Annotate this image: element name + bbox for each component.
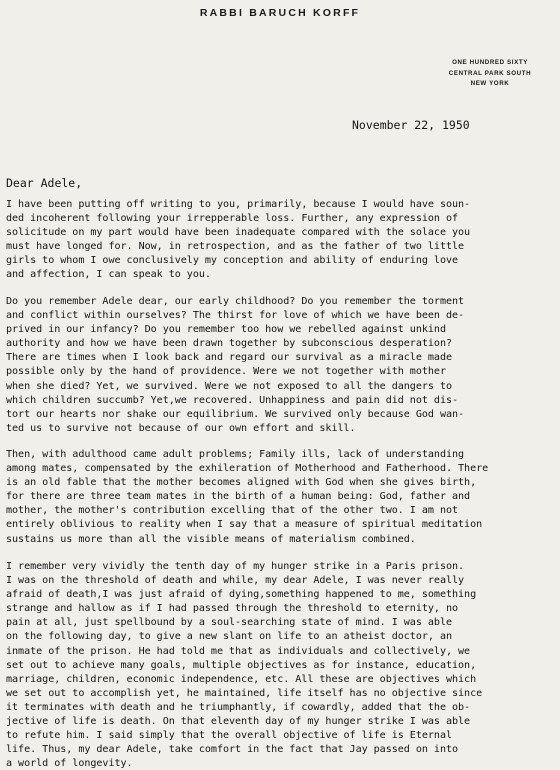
text-line: life. Thus, my dear Adele, take comfort in the fact that Jay passed on into <box>6 744 459 756</box>
text-line: I remember very vividly the tenth day of my hunger strike in a Paris prison. <box>6 561 465 572</box>
address-line: ONE HUNDRED SIXTY <box>452 59 528 66</box>
text-line: we set out to accomplish yet, he maintained, life itself has no objective since <box>6 687 483 699</box>
text-line: must have longed for. Now, in retrospection, and as the father of two little <box>6 241 465 253</box>
text-line: possible only by the hand of providence. Were we not together with mother <box>6 366 446 378</box>
text-line: There are times when I look back and regard our survival as a miracle made <box>6 352 452 364</box>
text-line: it terminates with death and he triumphantly, if cowardly, added that the ob- <box>6 701 471 713</box>
text-line: entirely oblivious to reality when I say that a measure of spiritual meditation <box>6 519 483 531</box>
text-line: Do you remember Adele dear, our early childhood? Do you remember the torment <box>6 296 465 307</box>
text-line: authority and how we have been drawn together by subconscious desperation? <box>6 338 452 350</box>
text-line: mother, the mother's contribution excelling that of the other two. I am not <box>6 505 459 517</box>
address-line: CENTRAL PARK SOUTH <box>448 69 532 77</box>
text-line: on the following day, to give a new slant on life to an atheist doctor, an <box>6 631 452 643</box>
letter-date: November 22, 1950 <box>352 118 470 132</box>
text-line: pain at all, just spellbound by a soul-searching state of mind. I was able <box>6 617 452 629</box>
letterhead-name: RABBI BARUCH KORFF <box>199 7 361 19</box>
text-line: and affection, I can speak to you. <box>6 269 211 281</box>
text-line: Then, with adulthood came adult problems; Family ills, lack of understanding <box>6 449 465 460</box>
paragraph-3 <box>6 448 488 547</box>
text-line: I was on the threshold of death and while, my dear Adele, I was never really <box>6 575 465 587</box>
text-line: inmate of the prison. He had told me that as individuals and collectively, we <box>6 645 471 657</box>
text-line: ted us to survive not because of our own effort and skill. <box>6 422 356 434</box>
text-line: for there are three team mates in the birth of a human being: God, father and <box>6 491 471 503</box>
text-line: marriage, children, economic independence, etc. All these are objectives which <box>6 673 477 685</box>
text-line: is an old fable that the mother becomes aligned with God when she gives birth, <box>6 477 477 489</box>
paragraph-1 <box>6 198 470 283</box>
text-line: strange and hallow as if I had passed through the threshold to eternity, no <box>6 603 459 615</box>
text-line: jective of life is death. On that eleventh day of my hunger strike I was able <box>6 716 471 728</box>
text-line: solicitude on my part would have been inadequate compared with the solace you <box>6 227 471 239</box>
text-line: sustains us more than all the visible means of materialism combined. <box>6 533 416 545</box>
text-line: tort our hearts nor shake our equilibrium. We survived only because God wan- <box>6 408 465 420</box>
letterhead-address <box>440 58 540 90</box>
text-line: to refute him. I said simply that the overall objective of life is Eternal <box>6 730 452 742</box>
address-line: NEW YORK <box>470 80 510 87</box>
paragraph-2 <box>6 295 464 436</box>
text-line: when she died? Yet, we survived. Were we not exposed to all the dangers to <box>6 380 452 392</box>
text-line: I have been putting off writing to you, primarily, because I would have soun- <box>6 199 471 210</box>
text-line: ded incoherent following your irrepperable loss. Further, any expression of <box>6 213 459 225</box>
text-line: which children succumb? Yet,we recovered. Unhappiness and pain did not dis- <box>6 394 459 406</box>
salutation: Dear Adele, <box>6 176 83 190</box>
text-line: prived in our infancy? Do you remember too how we rebelled against unkind <box>6 324 446 336</box>
text-line: among mates, compensated by the exhileration of Motherhood and Fatherhood. There <box>6 463 489 475</box>
text-line: and conflict within ourselves? The thirst for love of which we have been de- <box>6 310 465 322</box>
paragraph-4 <box>6 560 482 770</box>
text-line: set out to achieve many goals, multiple objectives as for instance, education, <box>6 659 477 671</box>
text-line: afraid of death,I was just afraid of dying,something happened to me, something <box>6 589 477 601</box>
text-line: a world of longevity. <box>6 758 133 770</box>
text-line: girls to whom I owe conclusively my conception and ability of enduring love <box>6 255 459 267</box>
